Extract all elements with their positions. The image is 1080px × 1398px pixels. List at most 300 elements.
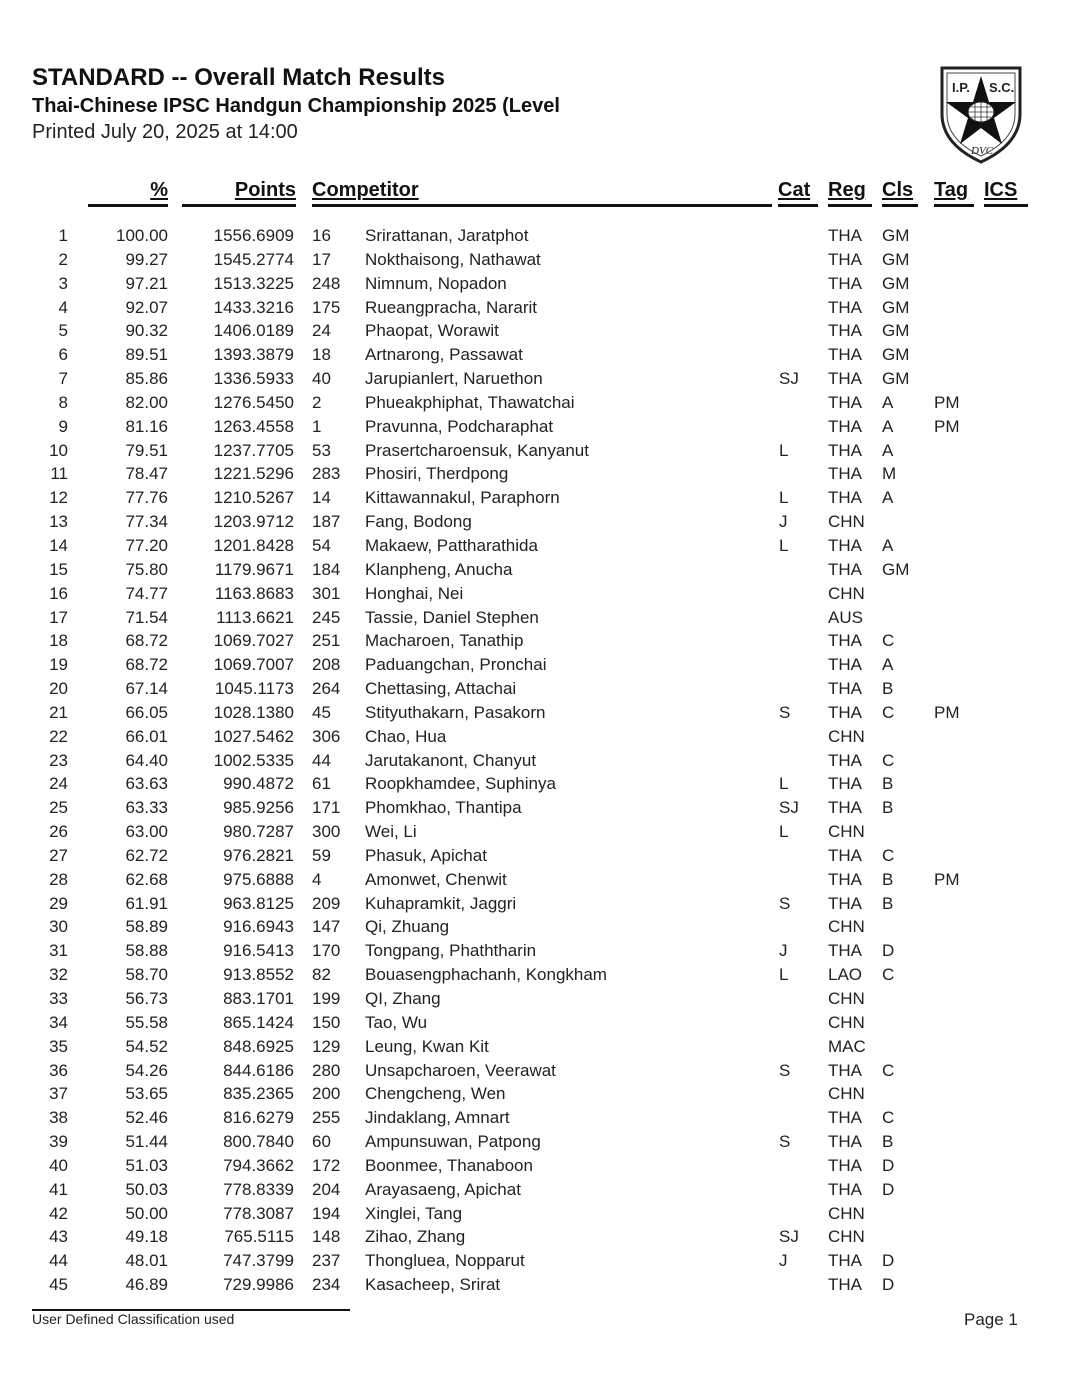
category-cell: L: [779, 774, 789, 794]
class-cell: D: [882, 941, 895, 961]
competitor-number-cell: 60: [312, 1132, 331, 1152]
points-cell: 1276.5450: [213, 392, 294, 412]
category-cell: J: [779, 512, 788, 532]
competitor-name-cell: Tassie, Daniel Stephen: [365, 607, 539, 627]
competitor-number-cell: 45: [312, 702, 331, 722]
class-cell: C: [882, 1060, 895, 1080]
points-cell: 778.3087: [223, 1203, 294, 1223]
place-cell: 23: [49, 750, 68, 770]
region-cell: THA: [828, 631, 862, 651]
competitor-name-cell: Arayasaeng, Apichat: [365, 1179, 521, 1199]
class-cell: A: [882, 416, 894, 436]
percent-cell: 58.89: [125, 917, 168, 937]
region-cell: THA: [828, 655, 862, 675]
table-row: [0, 844, 1080, 868]
competitor-name-cell: Jarutakanont, Chanyut: [365, 750, 537, 770]
place-cell: 38: [49, 1108, 68, 1128]
competitor-name-cell: Qi, Zhuang: [365, 917, 450, 937]
points-cell: 1028.1380: [213, 702, 294, 722]
percent-cell: 63.63: [125, 774, 168, 794]
region-cell: CHN: [828, 989, 865, 1008]
table-row: [0, 606, 1080, 630]
competitor-name-cell: Rueangpracha, Nararit: [365, 297, 537, 317]
table-row: [0, 915, 1080, 939]
points-cell: 835.2365: [223, 1084, 294, 1104]
region-cell: CHN: [828, 822, 865, 842]
percent-cell: 61.91: [125, 893, 168, 913]
competitor-number-cell: 264: [312, 679, 341, 699]
category-cell: L: [779, 822, 789, 842]
table-row: [0, 701, 1080, 725]
competitor-number-cell: 4: [312, 869, 322, 889]
place-cell: 45: [49, 1275, 68, 1295]
tag-cell: PM: [934, 416, 960, 436]
class-cell: GM: [882, 273, 910, 293]
competitor-name-cell: Bouasengphachanh, Kongkham: [365, 965, 607, 985]
region-cell: THA: [828, 1155, 862, 1175]
region-cell: CHN: [828, 512, 865, 532]
region-cell: CHN: [828, 1084, 865, 1104]
region-cell: THA: [828, 774, 862, 794]
percent-cell: 58.88: [125, 941, 168, 961]
percent-cell: 48.01: [125, 1251, 168, 1271]
competitor-name-cell: Srirattanan, Jaratphot: [365, 226, 529, 245]
place-cell: 13: [49, 512, 68, 532]
region-cell: THA: [828, 1275, 862, 1295]
percent-cell: 55.58: [125, 1012, 168, 1032]
place-cell: 25: [49, 798, 68, 818]
competitor-number-cell: 17: [312, 249, 331, 269]
percent-cell: 52.46: [125, 1108, 168, 1128]
competitor-name-cell: Nokthaisong, Nathawat: [365, 249, 541, 269]
table-row: [0, 1178, 1080, 1202]
region-cell: CHN: [828, 1012, 865, 1032]
class-cell: C: [882, 750, 895, 770]
table-row: [0, 629, 1080, 653]
points-cell: 975.6888: [223, 869, 294, 889]
table-row: [0, 1082, 1080, 1106]
class-cell: D: [882, 1251, 895, 1271]
competitor-number-cell: 245: [312, 607, 341, 627]
class-cell: GM: [882, 345, 910, 365]
percent-cell: 67.14: [125, 679, 168, 699]
competitor-number-cell: 150: [312, 1012, 341, 1032]
points-cell: 1237.7705: [213, 440, 294, 460]
region-cell: THA: [828, 559, 862, 579]
percent-cell: 77.34: [125, 512, 168, 532]
table-row: [0, 1154, 1080, 1178]
ipsc-logo-icon: [938, 64, 1024, 164]
place-cell: 1: [58, 226, 68, 245]
category-cell: SJ: [779, 369, 799, 389]
region-cell: CHN: [828, 726, 865, 746]
table-row: [0, 272, 1080, 296]
place-cell: 30: [49, 917, 68, 937]
region-cell: THA: [828, 226, 862, 245]
competitor-number-cell: 208: [312, 655, 341, 675]
table-row: [0, 939, 1080, 963]
place-cell: 2: [58, 249, 68, 269]
region-cell: THA: [828, 845, 862, 865]
region-cell: CHN: [828, 917, 865, 937]
place-cell: 10: [49, 440, 68, 460]
percent-cell: 66.05: [125, 702, 168, 722]
table-row: [0, 248, 1080, 272]
competitor-number-cell: 300: [312, 822, 341, 842]
competitor-name-cell: Stityuthakarn, Pasakorn: [365, 702, 546, 722]
competitor-number-cell: 59: [312, 845, 331, 865]
competitor-name-cell: Nimnum, Nopadon: [365, 273, 507, 293]
class-cell: D: [882, 1155, 895, 1175]
points-cell: 765.5115: [224, 1227, 294, 1247]
column-header-ics: ICS: [984, 176, 1028, 207]
column-header-reg: Reg: [828, 176, 872, 207]
place-cell: 36: [49, 1060, 68, 1080]
region-cell: THA: [828, 679, 862, 699]
place-cell: 3: [58, 273, 68, 293]
table-row: [0, 987, 1080, 1011]
percent-cell: 53.65: [125, 1084, 168, 1104]
column-header-tag: Tag: [934, 176, 974, 207]
competitor-number-cell: 147: [312, 917, 341, 937]
competitor-number-cell: 61: [312, 774, 331, 794]
competitor-name-cell: Chettasing, Attachai: [365, 679, 517, 699]
place-cell: 18: [49, 631, 68, 651]
place-cell: 22: [49, 726, 68, 746]
points-cell: 916.6943: [223, 917, 294, 937]
points-cell: 1179.9671: [214, 559, 294, 579]
competitor-number-cell: 148: [312, 1227, 341, 1247]
competitor-name-cell: Tao, Wu: [365, 1012, 428, 1032]
place-cell: 39: [49, 1132, 68, 1152]
place-cell: 24: [49, 774, 68, 794]
percent-cell: 90.32: [125, 321, 168, 341]
region-cell: THA: [828, 941, 862, 961]
competitor-number-cell: 40: [312, 369, 331, 389]
percent-cell: 78.47: [125, 464, 168, 484]
competitor-name-cell: Kasacheep, Srirat: [365, 1275, 501, 1295]
report-title: STANDARD -- Overall Match Results: [32, 64, 445, 91]
competitor-name-cell: Pravunna, Podcharaphat: [365, 416, 554, 436]
points-cell: 1221.5296: [213, 464, 294, 484]
table-row: [0, 1059, 1080, 1083]
points-cell: 1069.7007: [213, 655, 294, 675]
place-cell: 20: [49, 679, 68, 699]
competitor-number-cell: 24: [312, 321, 331, 341]
class-cell: A: [882, 535, 894, 555]
competitor-name-cell: Prasertcharoensuk, Kanyanut: [365, 440, 589, 460]
region-cell: THA: [828, 297, 862, 317]
place-cell: 19: [49, 655, 68, 675]
place-cell: 40: [49, 1155, 68, 1175]
percent-cell: 51.03: [125, 1155, 168, 1175]
competitor-name-cell: Leung, Kwan Kit: [365, 1036, 489, 1056]
place-cell: 14: [49, 535, 68, 555]
place-cell: 9: [58, 416, 68, 436]
class-cell: C: [882, 631, 895, 651]
percent-cell: 75.80: [125, 559, 168, 579]
competitor-name-cell: Thongluea, Nopparut: [365, 1251, 525, 1271]
column-header-competitor: Competitor: [312, 176, 772, 207]
points-cell: 1203.9712: [213, 512, 294, 532]
table-row: [0, 1130, 1080, 1154]
region-cell: THA: [828, 702, 862, 722]
class-cell: M: [882, 464, 897, 484]
points-cell: 1513.3225: [213, 273, 294, 293]
class-cell: A: [882, 488, 894, 508]
svg-text:I.P.: I.P.: [952, 80, 970, 95]
place-cell: 31: [49, 941, 68, 961]
svg-text:S.C.: S.C.: [989, 80, 1015, 95]
competitor-number-cell: 187: [312, 512, 341, 532]
region-cell: THA: [828, 1179, 862, 1199]
competitor-number-cell: 18: [312, 345, 331, 365]
region-cell: THA: [828, 392, 862, 412]
points-cell: 1045.1173: [214, 679, 294, 699]
class-cell: B: [882, 798, 894, 818]
class-cell: D: [882, 1275, 895, 1295]
competitor-name-cell: Phomkhao, Thantipa: [365, 798, 522, 818]
competitor-name-cell: Amonwet, Chenwit: [365, 869, 507, 889]
competitor-number-cell: 2: [312, 392, 322, 412]
points-cell: 1069.7027: [213, 631, 294, 651]
competitor-number-cell: 301: [312, 583, 341, 603]
table-row: [0, 510, 1080, 534]
table-row: [0, 224, 1080, 248]
points-cell: 747.3799: [223, 1251, 294, 1271]
competitor-number-cell: 129: [312, 1036, 341, 1056]
points-cell: 1002.5335: [213, 750, 294, 770]
points-cell: 1027.5462: [213, 726, 294, 746]
class-cell: A: [882, 440, 894, 460]
competitor-number-cell: 16: [312, 226, 331, 245]
table-row: [0, 534, 1080, 558]
svg-text:DVC: DVC: [971, 145, 993, 157]
percent-cell: 74.77: [125, 583, 168, 603]
points-cell: 1406.0189: [213, 321, 294, 341]
points-cell: 1545.2774: [213, 249, 294, 269]
table-row: [0, 439, 1080, 463]
place-cell: 17: [49, 607, 68, 627]
class-cell: C: [882, 702, 895, 722]
region-cell: THA: [828, 1108, 862, 1128]
points-cell: 778.8339: [223, 1179, 294, 1199]
competitor-number-cell: 204: [312, 1179, 341, 1199]
class-cell: B: [882, 869, 894, 889]
percent-cell: 77.20: [125, 535, 168, 555]
region-cell: THA: [828, 798, 862, 818]
category-cell: J: [779, 1251, 788, 1271]
results-table: [0, 224, 1080, 1297]
table-row: [0, 296, 1080, 320]
points-cell: 729.9986: [223, 1275, 294, 1295]
place-cell: 5: [58, 321, 68, 341]
competitor-number-cell: 172: [312, 1155, 341, 1175]
points-cell: 913.8552: [223, 965, 294, 985]
table-row: [0, 772, 1080, 796]
percent-cell: 50.03: [125, 1179, 168, 1199]
points-cell: 1556.6909: [213, 226, 294, 245]
region-cell: THA: [828, 249, 862, 269]
points-cell: 1336.5933: [213, 369, 294, 389]
class-cell: A: [882, 655, 894, 675]
competitor-name-cell: Roopkhamdee, Suphinya: [365, 774, 556, 794]
category-cell: SJ: [779, 798, 799, 818]
place-cell: 11: [50, 464, 68, 484]
percent-cell: 56.73: [125, 989, 168, 1008]
competitor-number-cell: 283: [312, 464, 341, 484]
place-cell: 26: [49, 822, 68, 842]
class-cell: D: [882, 1179, 895, 1199]
points-cell: 985.9256: [223, 798, 294, 818]
percent-cell: 97.21: [125, 273, 168, 293]
class-cell: GM: [882, 369, 910, 389]
category-cell: S: [779, 702, 791, 722]
region-cell: THA: [828, 440, 862, 460]
class-cell: C: [882, 1108, 895, 1128]
category-cell: S: [779, 1060, 791, 1080]
place-cell: 42: [49, 1203, 68, 1223]
page-number: Page 1: [964, 1310, 1018, 1329]
competitor-name-cell: Macharoen, Tanathip: [365, 631, 524, 651]
percent-cell: 50.00: [125, 1203, 168, 1223]
table-row: [0, 582, 1080, 606]
percent-cell: 66.01: [125, 726, 168, 746]
table-row: [0, 558, 1080, 582]
competitor-name-cell: Klanpheng, Anucha: [365, 559, 513, 579]
percent-cell: 62.68: [125, 869, 168, 889]
points-cell: 1263.4558: [213, 416, 294, 436]
table-row: [0, 820, 1080, 844]
points-cell: 800.7840: [223, 1132, 294, 1152]
table-row: [0, 1035, 1080, 1059]
region-cell: THA: [828, 369, 862, 389]
competitor-name-cell: Chao, Hua: [365, 726, 447, 746]
table-row: [0, 1106, 1080, 1130]
tag-cell: PM: [934, 869, 960, 889]
percent-cell: 54.52: [125, 1036, 168, 1056]
competitor-number-cell: 255: [312, 1108, 341, 1128]
competitor-number-cell: 44: [312, 750, 331, 770]
class-cell: B: [882, 893, 894, 913]
competitor-name-cell: Jindaklang, Amnart: [365, 1108, 510, 1128]
place-cell: 44: [49, 1251, 68, 1271]
percent-cell: 68.72: [125, 655, 168, 675]
class-cell: GM: [882, 297, 910, 317]
competitor-name-cell: Wei, Li: [365, 822, 417, 842]
table-row: [0, 868, 1080, 892]
competitor-number-cell: 194: [312, 1203, 341, 1223]
category-cell: L: [779, 965, 789, 985]
competitor-name-cell: Makaew, Pattharathida: [365, 535, 538, 555]
class-cell: GM: [882, 321, 910, 341]
place-cell: 32: [49, 965, 68, 985]
region-cell: LAO: [828, 965, 863, 985]
column-header-percent: %: [88, 176, 168, 207]
class-cell: A: [882, 392, 894, 412]
points-cell: 1433.3216: [213, 297, 294, 317]
class-cell: C: [882, 845, 895, 865]
class-cell: GM: [882, 226, 910, 245]
competitor-number-cell: 280: [312, 1060, 341, 1080]
printed-timestamp: Printed July 20, 2025 at 14:00: [32, 121, 298, 143]
table-row: [0, 749, 1080, 773]
points-cell: 980.7287: [223, 822, 294, 842]
points-cell: 1163.8683: [214, 583, 294, 603]
percent-cell: 82.00: [125, 392, 168, 412]
percent-cell: 68.72: [125, 631, 168, 651]
place-cell: 16: [49, 583, 68, 603]
competitor-number-cell: 175: [312, 297, 341, 317]
class-cell: GM: [882, 559, 910, 579]
competitor-name-cell: Xinglei, Tang: [365, 1203, 463, 1223]
competitor-number-cell: 170: [312, 941, 341, 961]
category-cell: S: [779, 893, 791, 913]
class-cell: GM: [882, 249, 910, 269]
region-cell: THA: [828, 273, 862, 293]
competitor-name-cell: Chengcheng, Wen: [365, 1084, 506, 1104]
region-cell: THA: [828, 1251, 862, 1271]
competitor-name-cell: Tongpang, Phaththarin: [365, 941, 537, 961]
percent-cell: 62.72: [125, 845, 168, 865]
category-cell: L: [779, 535, 789, 555]
percent-cell: 92.07: [125, 297, 168, 317]
category-cell: S: [779, 1132, 791, 1152]
points-cell: 990.4872: [223, 774, 294, 794]
table-row: [0, 367, 1080, 391]
table-row: [0, 343, 1080, 367]
points-cell: 844.6186: [223, 1060, 294, 1080]
table-row: [0, 677, 1080, 701]
tag-cell: PM: [934, 702, 960, 722]
match-name: Thai-Chinese IPSC Handgun Championship 2025 (Level: [32, 95, 560, 117]
competitor-number-cell: 171: [312, 798, 341, 818]
percent-cell: 100.00: [116, 226, 168, 245]
points-cell: 1113.6621: [216, 607, 294, 627]
points-cell: 865.1424: [223, 1012, 294, 1032]
category-cell: L: [779, 488, 789, 508]
competitor-name-cell: Jarupianlert, Naruethon: [365, 369, 543, 389]
competitor-name-cell: Unsapcharoen, Veerawat: [365, 1060, 556, 1080]
table-row: [0, 319, 1080, 343]
region-cell: THA: [828, 1132, 862, 1152]
points-cell: 883.1701: [223, 989, 294, 1008]
place-cell: 21: [49, 702, 68, 722]
competitor-name-cell: Phaopat, Worawit: [365, 321, 499, 341]
percent-cell: 51.44: [125, 1132, 168, 1152]
region-cell: THA: [828, 416, 862, 436]
table-row: [0, 963, 1080, 987]
table-row: [0, 1011, 1080, 1035]
competitor-number-cell: 248: [312, 273, 341, 293]
points-cell: 916.5413: [223, 941, 294, 961]
place-cell: 37: [49, 1084, 68, 1104]
points-cell: 1210.5267: [213, 488, 294, 508]
percent-cell: 79.51: [125, 440, 168, 460]
competitor-number-cell: 14: [312, 488, 331, 508]
competitor-number-cell: 237: [312, 1251, 341, 1271]
region-cell: AUS: [828, 607, 863, 627]
place-cell: 15: [49, 559, 68, 579]
place-cell: 35: [49, 1036, 68, 1056]
region-cell: CHN: [828, 583, 865, 603]
place-cell: 41: [49, 1179, 68, 1199]
points-cell: 1201.8428: [213, 535, 294, 555]
table-row: [0, 653, 1080, 677]
region-cell: CHN: [828, 1227, 865, 1247]
points-cell: 1393.3879: [213, 345, 294, 365]
competitor-number-cell: 184: [312, 559, 341, 579]
